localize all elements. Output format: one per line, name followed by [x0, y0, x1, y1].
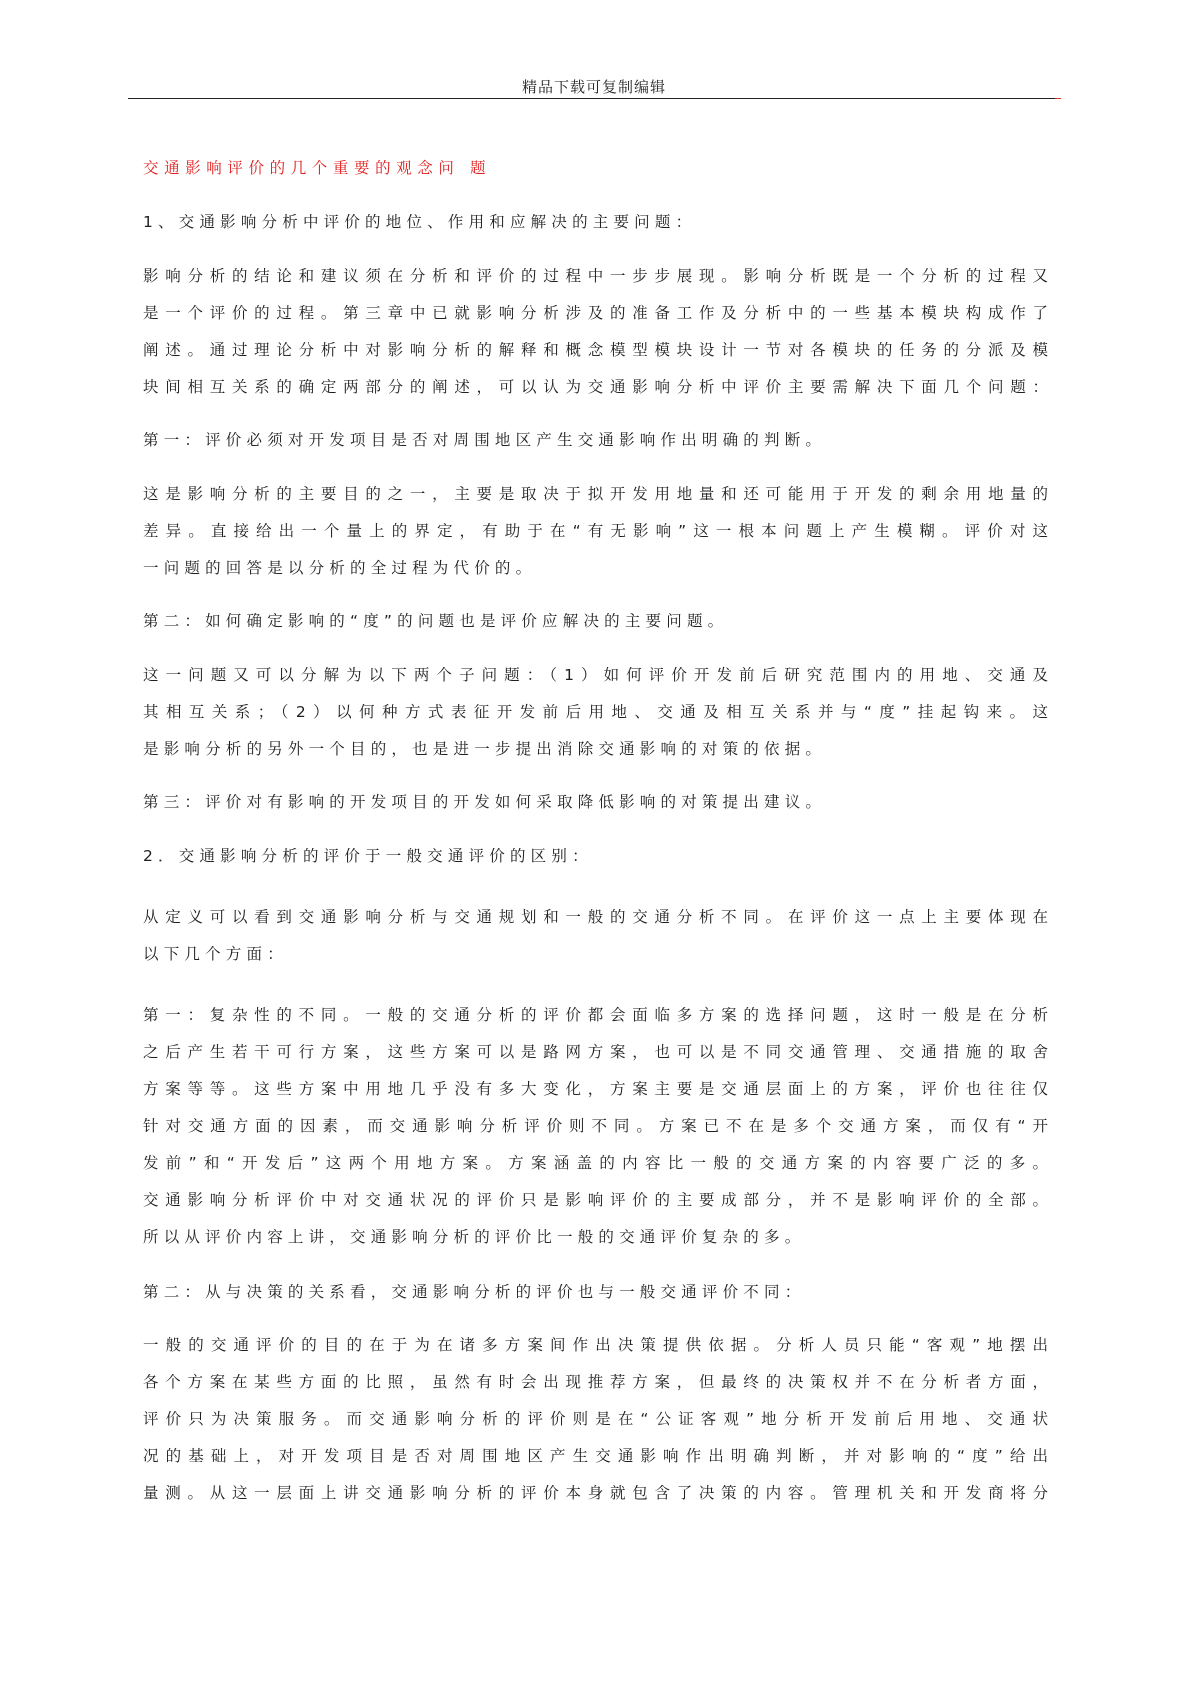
text-line: 第一：评价必须对开发项目是否对周围地区产生交通影响作出明确的判断。 [143, 431, 827, 449]
text-line: 从定义可以看到交通影响分析与交通规划和一般的交通分析不同。在评价这一点上主要体现在 [143, 908, 1048, 926]
text-line: 第三：评价对有影响的开发项目的开发如何采取降低影响的对策提出建议。 [143, 793, 827, 811]
header-text: 精品下载可复制编辑 [521, 78, 666, 96]
text-line: 发前”和“开发后”这两个用地方案。方案涵盖的内容比一般的交通方案的内容要广泛的多。 [143, 1154, 1048, 1172]
text-line: 第一：复杂性的不同。一般的交通分析的评价都会面临多方案的选择问题，这时一般是在分析 [143, 1006, 1048, 1024]
header-divider [128, 98, 1060, 99]
text-line: 这是影响分析的主要目的之一，主要是取决于拟开发用地量和还可能用于开发的剩余用地量的 [143, 485, 1048, 503]
text-line: 2．交通影响分析的评价于一般交通评价的区别： [143, 847, 593, 865]
text-line: 这一问题又可以分解为以下两个子问题：（1）如何评价开发前后研究范围内的用地、交通及 [143, 666, 1048, 684]
text-line: 一般的交通评价的目的在于为在诸多方案间作出决策提供依据。分析人员只能“客观”地摆出 [143, 1336, 1048, 1354]
text-line: 一问题的回答是以分析的全过程为代价的。 [143, 559, 537, 577]
page-header [128, 70, 1060, 100]
text-line: 以下几个方面： [143, 945, 288, 963]
text-line: 况的基础上，对开发项目是否对周围地区产生交通影响作出明确判断，并对影响的“度”给出 [143, 1447, 1048, 1465]
text-line: 是一个评价的过程。第三章中已就影响分析涉及的准备工作及分析中的一些基本模块构成作了 [143, 304, 1048, 322]
text-line: 针对交通方面的因素，而交通影响分析评价则不同。方案已不在是多个交通方案，而仅有“开 [143, 1117, 1048, 1135]
text-line: 第二：如何确定影响的“度”的问题也是评价应解决的主要问题。 [143, 612, 729, 630]
text-line: 方案等等。这些方案中用地几乎没有多大变化，方案主要是交通层面上的方案，评价也往往仅 [143, 1080, 1048, 1098]
text-line: 交通影响分析评价中对交通状况的评价只是影响评价的主要成部分，并不是影响评价的全部。 [143, 1191, 1048, 1209]
text-line: 是影响分析的另外一个目的，也是进一步提出消除交通影响的对策的依据。 [143, 740, 827, 758]
text-line: 之后产生若干可行方案，这些方案可以是路网方案，也可以是不同交通管理、交通措施的取舍 [143, 1043, 1048, 1061]
document-title: 交通影响评价的几个重要的观念问 题 [143, 159, 492, 177]
text-line: 影响分析的结论和建议须在分析和评价的过程中一步步展现。影响分析既是一个分析的过程又 [143, 267, 1048, 285]
text-line: 评价只为决策服务。而交通影响分析的评价则是在“公证客观”地分析开发前后用地、交通状 [143, 1410, 1048, 1428]
text-line: 各个方案在某些方面的比照，虽然有时会出现推荐方案，但最终的决策权并不在分析者方面， [143, 1373, 1048, 1391]
header-divider-accent [1055, 98, 1061, 99]
text-line: 阐述。通过理论分析中对影响分析的解释和概念模型模块设计一节对各模块的任务的分派及模 [143, 341, 1048, 359]
text-line: 所以从评价内容上讲，交通影响分析的评价比一般的交通评价复杂的多。 [143, 1228, 806, 1246]
text-line: 1、交通影响分析中评价的地位、作用和应解决的主要问题： [143, 213, 697, 231]
text-line: 第二：从与决策的关系看，交通影响分析的评价也与一般交通评价不同： [143, 1283, 806, 1301]
text-line: 其相互关系；（2）以何种方式表征开发前后用地、交通及相互关系并与“度”挂起钩来。这 [143, 703, 1048, 721]
text-line: 差异。直接给出一个量上的界定，有助于在“有无影响”这一根本问题上产生模糊。评价对这 [143, 522, 1048, 540]
text-line: 量测。从这一层面上讲交通影响分析的评价本身就包含了决策的内容。管理机关和开发商将分 [143, 1484, 1048, 1502]
text-line: 块间相互关系的确定两部分的阐述，可以认为交通影响分析中评价主要需解决下面几个问题： [143, 378, 1048, 396]
